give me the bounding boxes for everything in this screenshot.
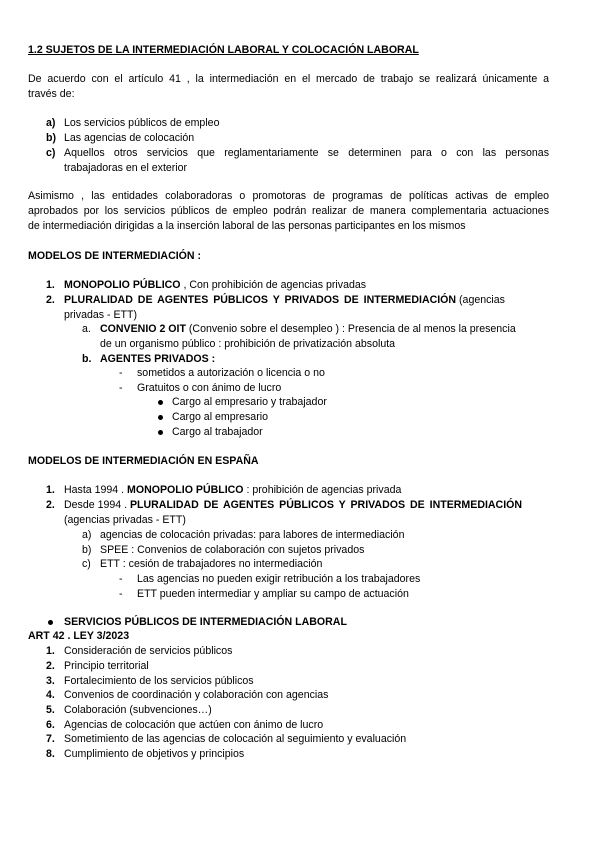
list-item: Aquellos otros servicios que reglamentariamente se determinen para o con las personas [64, 147, 549, 159]
list-marker: b. [82, 353, 92, 365]
espana-sub-a: agencias de colocación privadas: para labores de intermediación [100, 529, 405, 541]
servicios-item-3: Fortalecimiento de los servicios públicos [64, 675, 254, 687]
espana-item-2-continuation: (agencias privadas - ETT) [64, 514, 186, 526]
list-marker: 3. [46, 675, 55, 687]
list-item-continuation: trabajadoras en el exterior [64, 162, 188, 174]
bullet-icon [158, 415, 163, 420]
list-marker: c) [46, 147, 56, 159]
espana-item-1-bold: MONOPOLIO PÚBLICO [127, 484, 244, 496]
bullet-icon [48, 620, 53, 625]
modelos-sub-a-text: (Convenio sobre el desempleo ) : Presencia de al menos la presencia [185, 323, 516, 335]
intro-line-2: través de: [28, 88, 75, 100]
list-marker: 2. [46, 294, 55, 306]
servicios-item-8: Cumplimiento de objetivos y principios [64, 748, 245, 760]
servicios-item-2: Principio territorial [64, 660, 149, 672]
bullet-icon [158, 400, 163, 405]
espana-dash-2: ETT pueden intermediar y ampliar su campo de actuación [137, 588, 409, 600]
list-marker: 4. [46, 689, 55, 701]
list-marker: a) [46, 117, 56, 129]
servicios-heading: SERVICIOS PÚBLICOS DE INTERMEDIACIÓN LABORAL [64, 616, 347, 628]
list-marker: a) [82, 529, 92, 541]
modelos-item-2-text: (agencias [456, 294, 505, 306]
espana-item-1 [64, 484, 401, 497]
modelos-item-1-bold: MONOPOLIO PÚBLICO [64, 279, 181, 291]
list-marker: 1. [46, 645, 55, 657]
servicios-item-5: Colaboración (subvenciones…) [64, 704, 212, 716]
list-marker: 2. [46, 660, 55, 672]
list-marker: 2. [46, 499, 55, 511]
modelos-bullet-2: Cargo al empresario [172, 411, 268, 423]
espana-sub-c: ETT : cesión de trabajadores no intermediación [100, 558, 323, 570]
asimismo-line-2: aprobados por los servicios públicos de empleo podrán realizar de manera complementaria actuaciones [28, 205, 549, 217]
list-marker: 8. [46, 748, 55, 760]
dash-marker: - [119, 573, 123, 585]
list-item: Los servicios públicos de empleo [64, 117, 220, 129]
modelos-item-1 [64, 279, 366, 292]
espana-dash-1: Las agencias no pueden exigir retribución a los trabajadores [137, 573, 421, 585]
modelos-sub-a-bold: CONVENIO 2 OIT [100, 323, 186, 335]
list-marker: a. [82, 323, 91, 335]
modelos-item-2-continuation: privadas - ETT) [64, 309, 137, 321]
espana-item-1-text: : prohibición de agencias privada [243, 484, 402, 496]
asimismo-line-1: Asimismo , las entidades colaboradoras o promotoras de programas de políticas activas de empleo [28, 190, 549, 202]
servicios-art: ART 42 . LEY 3/2023 [28, 630, 130, 642]
intro-line-1: De acuerdo con el artículo 41 , la intermediación en el mercado de trabajo se realizará únicamente a [28, 73, 549, 85]
list-marker: 1. [46, 484, 55, 496]
espana-item-2 [64, 499, 522, 512]
modelos-sub-a-continuation: de un organismo público : prohibición de privatización absoluta [100, 338, 396, 350]
modelos-sub-b: AGENTES PRIVADOS : [100, 353, 216, 365]
section-title: 1.2 SUJETOS DE LA INTERMEDIACIÓN LABORAL Y COLOCACIÓN LABORAL [28, 44, 419, 56]
espana-item-2-bold: PLURALIDAD DE AGENTES PÚBLICOS Y PRIVADOS DE INTERMEDIACIÓN [129, 499, 523, 511]
servicios-item-7: Sometimiento de las agencias de colocación al seguimiento y evaluación [64, 733, 407, 745]
list-marker: 5. [46, 704, 55, 716]
modelos-item-1-text: , Con prohibición de agencias privadas [180, 279, 367, 291]
modelos-dash-2: Gratuitos o con ánimo de lucro [137, 382, 282, 394]
dash-marker: - [119, 588, 123, 600]
asimismo-line-3: de intermediación dirigidas a la inserción laboral de las personas participantes en los mismos [28, 220, 466, 232]
modelos-bullet-1: Cargo al empresario y trabajador [172, 396, 327, 408]
espana-sub-b: SPEE : Convenios de colaboración con sujetos privados [100, 544, 365, 556]
modelos-item-2 [64, 294, 505, 307]
modelos-dash-1: sometidos a autorización o licencia o no [137, 367, 325, 379]
list-marker: b) [46, 132, 56, 144]
servicios-item-4: Convenios de coordinación y colaboración con agencias [64, 689, 329, 701]
modelos-bullet-3: Cargo al trabajador [172, 426, 263, 438]
list-marker: 1. [46, 279, 55, 291]
servicios-item-1: Consideración de servicios públicos [64, 645, 233, 657]
espana-heading: MODELOS DE INTERMEDIACIÓN EN ESPAÑA [28, 455, 259, 467]
bullet-icon [158, 430, 163, 435]
servicios-item-6: Agencias de colocación que actúen con ánimo de lucro [64, 719, 324, 731]
dash-marker: - [119, 382, 123, 394]
modelos-heading: MODELOS DE INTERMEDIACIÓN : [28, 250, 202, 262]
list-marker: 7. [46, 733, 55, 745]
list-marker: c) [82, 558, 91, 570]
modelos-item-2-bold: PLURALIDAD DE AGENTES PÚBLICOS Y PRIVADOS DE INTERMEDIACIÓN [64, 294, 457, 306]
list-item: Las agencias de colocación [64, 132, 195, 144]
espana-item-1-pre: Hasta 1994 . [64, 484, 128, 496]
espana-item-2-pre: Desde 1994 . [64, 499, 130, 511]
list-marker: 6. [46, 719, 55, 731]
list-marker: b) [82, 544, 92, 556]
modelos-sub-a [100, 323, 516, 336]
dash-marker: - [119, 367, 123, 379]
